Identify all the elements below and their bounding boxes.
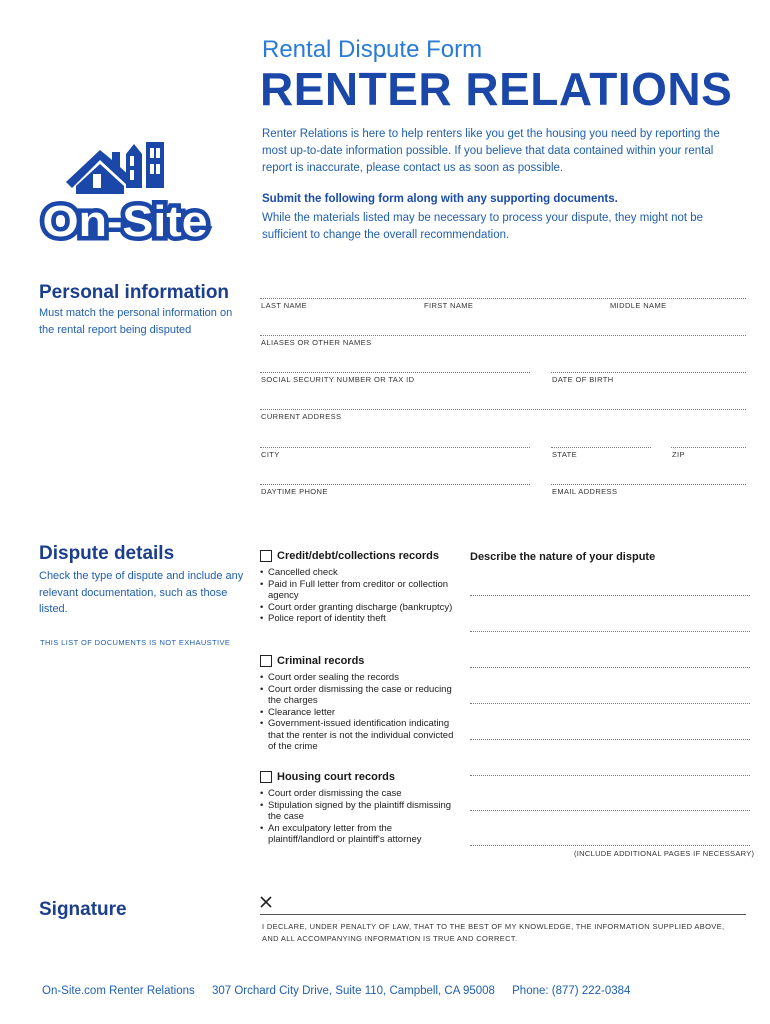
dispute-description-line[interactable] — [470, 667, 750, 668]
exhaustive-note: THIS LIST OF DOCUMENTS IS NOT EXHAUSTIVE — [40, 638, 231, 647]
footer — [42, 985, 644, 997]
house-building-icon — [66, 142, 164, 194]
housing-records-label: Housing court records — [277, 771, 395, 783]
first-name-label: FIRST NAME — [424, 301, 474, 310]
dispute-details-title: Dispute details — [39, 543, 175, 564]
city-input-line[interactable] — [260, 447, 530, 448]
housing-records-checkbox[interactable] — [260, 771, 272, 783]
dispute-description-line[interactable] — [470, 595, 750, 596]
declaration-text: I DECLARE, UNDER PENALTY OF LAW, THAT TO THE BEST OF MY KNOWLEDGE, THE INFORMATION SUPPLIED ABOVE, AND ALL ACCOMPANYING INFORMATION IS TRUE AND CORRECT. — [262, 922, 725, 943]
address-label: CURRENT ADDRESS — [261, 412, 342, 421]
list-item: • Court order sealing the records — [260, 672, 460, 684]
dispute-description-line[interactable] — [470, 631, 750, 632]
aliases-input-line[interactable] — [260, 335, 746, 336]
additional-pages-note: (INCLUDE ADDITIONAL PAGES IF NECESSARY) — [574, 849, 755, 858]
page-title: RENTER RELATIONS — [260, 63, 733, 115]
submit-heading: Submit the following form along with any supporting documents. — [262, 193, 618, 205]
name-input-line[interactable] — [260, 298, 746, 299]
criminal-records-checkbox[interactable] — [260, 655, 272, 667]
signature-x-icon — [259, 895, 273, 909]
personal-info-description: Must match the personal information on the rental report being disputed — [39, 307, 233, 336]
dispute-details-description: Check the type of dispute and include any relevant documentation, such as those listed. — [39, 570, 244, 615]
credit-records-group — [260, 550, 460, 625]
criminal-records-label: Criminal records — [277, 655, 365, 667]
aliases-label: ALIASES OR OTHER NAMES — [261, 338, 372, 347]
list-item: • Court order granting discharge (bankruptcy) — [260, 602, 460, 614]
dispute-description-line[interactable] — [470, 810, 750, 811]
city-label: CITY — [261, 450, 280, 459]
credit-records-checkbox[interactable] — [260, 550, 272, 562]
describe-dispute-heading: Describe the nature of your dispute — [470, 551, 656, 563]
dispute-description-line[interactable] — [470, 739, 750, 740]
last-name-label: LAST NAME — [261, 301, 307, 310]
dob-input-line[interactable] — [551, 372, 746, 373]
submit-note: While the materials listed may be necessary to process your dispute, they might not be sufficient to change the overall recommendation. — [262, 212, 704, 241]
state-label: STATE — [552, 450, 578, 459]
personal-info-title: Personal information — [39, 282, 230, 303]
logo-text: On-Site — [42, 197, 208, 246]
form-subtitle: Rental Dispute Form — [262, 36, 483, 63]
list-item: • Police report of identity theft — [260, 613, 460, 625]
address-input-line[interactable] — [260, 409, 746, 410]
credit-records-label: Credit/debt/collections records — [277, 550, 439, 562]
dispute-description-line[interactable] — [470, 845, 750, 846]
list-item: • Clearance letter — [260, 707, 460, 719]
ssn-label: SOCIAL SECURITY NUMBER OR TAX ID — [261, 375, 415, 384]
housing-records-group — [260, 771, 460, 846]
list-item: • Paid in Full letter from creditor or collection agency — [260, 579, 460, 602]
footer-address: 307 Orchard City Drive, Suite 110, Campbell, CA 95008 — [211, 985, 495, 997]
criminal-records-list — [260, 672, 460, 753]
list-item: • Stipulation signed by the plaintiff dismissing the case — [260, 800, 460, 823]
zip-input-line[interactable] — [671, 447, 746, 448]
list-item: • Government-issued identification indicating that the renter is not the individual convicted of the crime — [260, 718, 460, 753]
phone-input-line[interactable] — [260, 484, 530, 485]
housing-records-list — [260, 788, 460, 846]
signature-title: Signature — [39, 899, 127, 920]
footer-company: On-Site.com Renter Relations — [42, 985, 195, 997]
phone-label: DAYTIME PHONE — [261, 487, 328, 496]
dispute-description-line[interactable] — [470, 703, 750, 704]
on-site-logo — [38, 132, 213, 247]
list-item: • An exculpatory letter from the plaintiff/landlord or plaintiff's attorney — [260, 823, 460, 846]
state-input-line[interactable] — [551, 447, 651, 448]
dob-label: DATE OF BIRTH — [552, 375, 614, 384]
list-item: • Court order dismissing the case or reducing the charges — [260, 684, 460, 707]
footer-phone: Phone: (877) 222-0384 — [512, 985, 631, 997]
list-item: • Cancelled check — [260, 567, 460, 579]
middle-name-label: MIDDLE NAME — [610, 301, 667, 310]
dispute-description-line[interactable] — [470, 775, 750, 776]
signature-line[interactable] — [260, 914, 746, 915]
criminal-records-group — [260, 655, 460, 753]
email-label: EMAIL ADDRESS — [552, 487, 618, 496]
list-item: • Court order dismissing the case — [260, 788, 460, 800]
intro-paragraph: Renter Relations is here to help renters like you get the housing you need by reporting the most up-to-date information possible. If you believe that data contained within your rental report is inaccurate, please contact us as soon as possible. — [262, 128, 720, 174]
zip-label: ZIP — [672, 450, 685, 459]
ssn-input-line[interactable] — [260, 372, 530, 373]
credit-records-list — [260, 567, 460, 625]
email-input-line[interactable] — [551, 484, 746, 485]
